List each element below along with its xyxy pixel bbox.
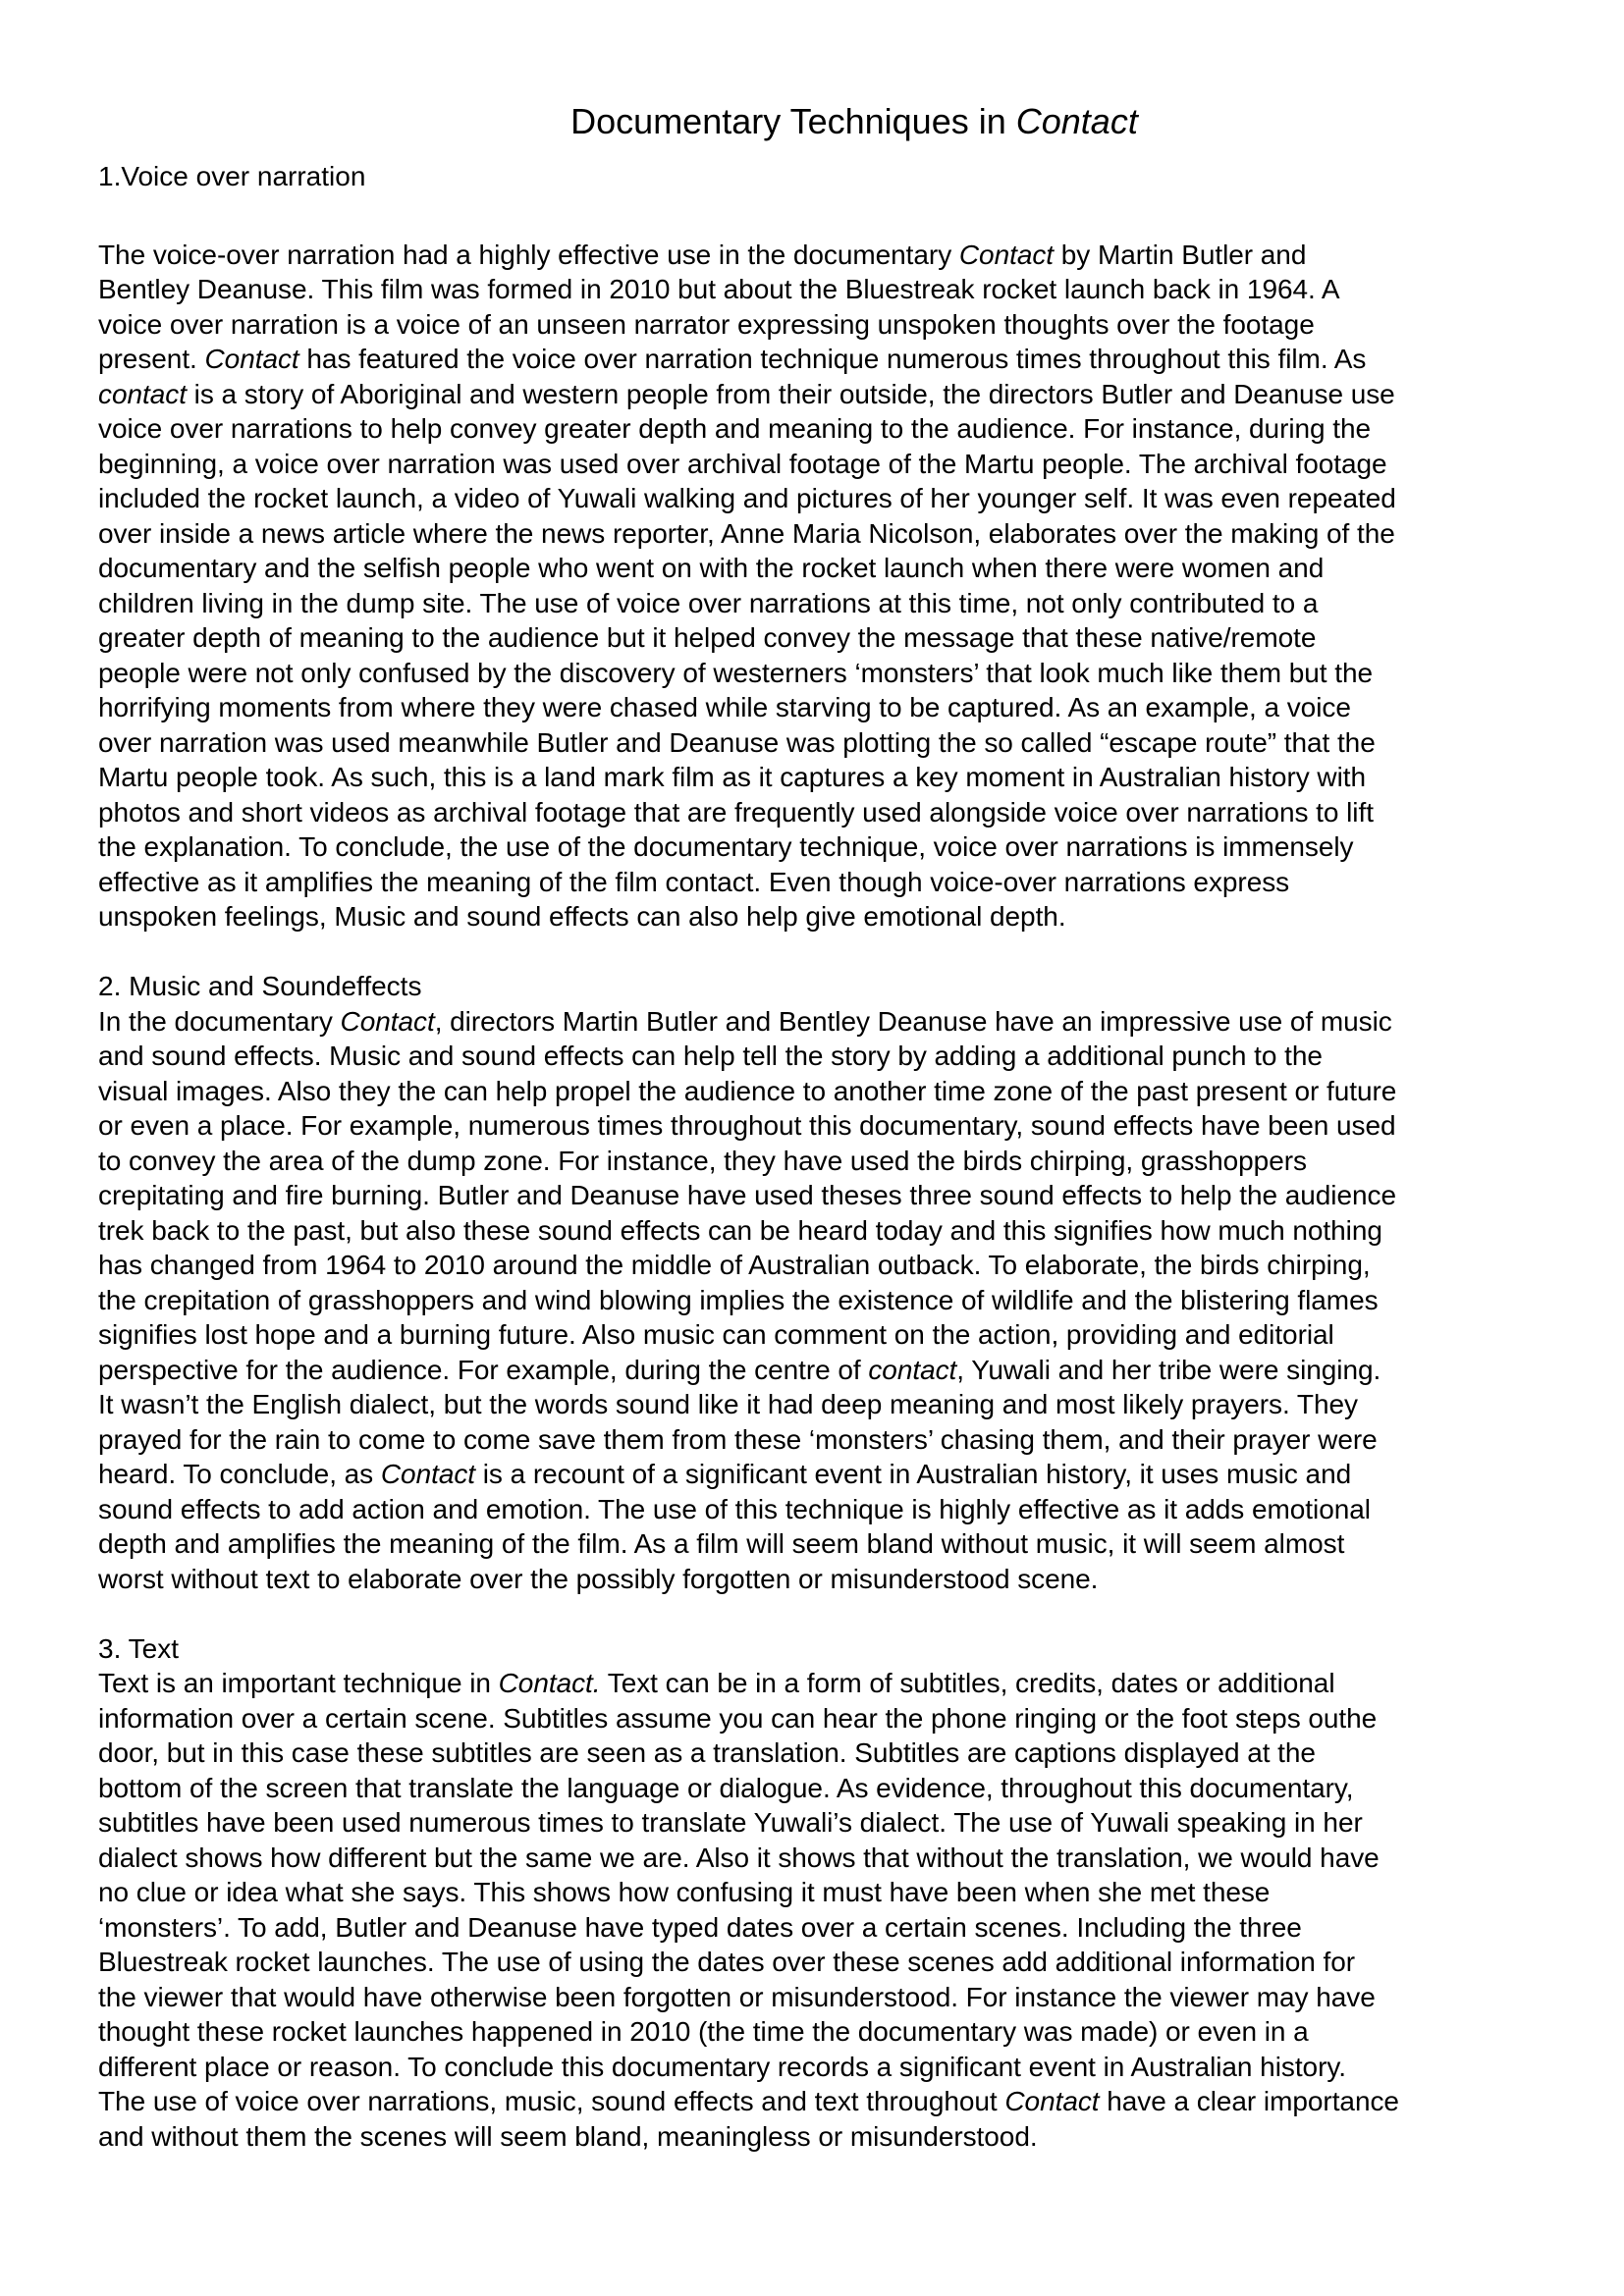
film-title-italic: contact — [868, 1354, 957, 1385]
film-title-italic: Contact — [958, 239, 1055, 270]
film-title-italic: Contact — [1004, 2086, 1100, 2116]
document-title — [98, 94, 1542, 149]
title-text: Documentary Techniques in — [570, 101, 1016, 141]
film-title-italic: Contact — [340, 1005, 435, 1037]
title-film-name: Contact — [1015, 101, 1138, 141]
film-title-italic: Contact — [380, 1459, 476, 1489]
paragraph-text: Text can be in a form of subtitles, credits, dates or additional information over a certain scene. Subtitles assume you can hear the phone ringing or the foot steps outhe door, but in this case these subtitles are seen as a translation. Subtitles are captions displayed at the bottom of the screen that translate the language or dialogue. As evidence, throughout this documentary, subtitles have been used numerous times to translate Yuwali’s dialect. The use of Yuwali speaking in her dialect shows how different but the same we are. Also it shows that without the translation, we would have no clue or idea what she says. This shows how confusing it must have been when she met these ‘monsters’. To add, Butler and Deanuse have typed dates over a certain scenes. Including the three Bluestreak rocket launches. The use of using the dates over these scenes add additional information for the viewer that would have otherwise been forgotten or misunderstood. For instance the viewer may have thought these rocket launches happened in 2010 (the time the documentary was made) or even in a different place or reason. To conclude this documentary records a significant event in Australian history. The use of voice over narrations, music, sound effects and text throughout — [98, 1668, 1380, 2116]
paragraph-text: have a clear importance and without them the scenes will seem bland, meaningless or misunderstood. — [98, 2086, 1399, 2152]
paragraph-text: is a story of Aboriginal and western people from their outside, the directors Butler and Deanuse use voice over narrations to help convey greater depth and meaning to the audience. For instance, during the beginning, a voice over narration was used over archival footage of the Martu people. The archival footage included the rocket launch, a video of Yuwali walking and pictures of her younger self. It was even repeated over inside a news article where the news reporter, Anne Maria Nicolson, elaborates over the making of the documentary and the selfish people who went on with the rocket launch when there were women and children living in the dump site. The use of voice over narrations at this time, not only contributed to a greater depth of meaning to the audience but it helped convey the message that these native/remote people were not only confused by the discovery of westerners ‘monsters’ that look much like them but the horrifying moments from where they were chased while starving to be captured. As an example, a voice over narration was used meanwhile Butler and Deanuse was plotting the so called “escape route” that the Martu people took. As such, this is a land mark film as it captures a key moment in Australian history with photos and short videos as archival footage that are frequently used alongside voice over narrations to lift the explanation. To conclude, the use of the documentary technique, voice over narrations is immensely effective as it amplifies the meaning of the film contact. Even though voice-over narrations express unspoken feelings, Music and sound effects can also help give emotional depth. — [98, 378, 1396, 932]
paragraph-text: by Martin Butler and Bentley Deanuse. This film was formed in 2010 but about the Bluestreak rocket launch back in 1964. A voice over narration is a voice of an unseen narrator expressing unspoken thoughts over the footage present. — [98, 239, 1340, 374]
paragraph-text: is a recount of a significant event in Australian history, it uses music and sound effects to add action and emotion. The use of this technique is highly effective as it adds emotional depth and amplifies the meaning of the film. As a film will seem bland without music, it will seem almost worst without text to elaborate over the possibly forgotten or misunderstood scene. — [98, 1459, 1371, 1594]
paragraph-text: , directors Martin Butler and Bentley Deanuse have an impressive use of music and sound effects. Music and sound effects can help tell the story by adding a additional punch to the visual images. Also they the can help propel the audience to another time zone of the past present or future or even a place. For example, numerous times throughout this documentary, sound effects have been used to convey the area of the dump zone. For instance, they have used the birds chirping, grasshoppers crepitating and fire burning. Butler and Deanuse have used theses three sound effects to help the audience trek back to the past, but also these sound effects can be heard today and this signifies how much nothing has changed from 1964 to 2010 around the middle of Australian outback. To elaborate, the birds chirping, the crepitation of grasshoppers and wind blowing implies the existence of wildlife and the blistering flames signifies lost hope and a burning future. Also music can comment on the action, providing and editorial perspective for the audience. For example, during the centre of — [98, 1005, 1397, 1385]
film-title-italic: Contact — [204, 344, 299, 374]
section-2-paragraph — [98, 1004, 1542, 1597]
section-1-paragraph — [98, 238, 1542, 934]
section-3-heading: 3. Text — [98, 1632, 179, 1664]
section-2-heading: 2. Music and Soundeffects — [98, 971, 422, 1001]
paragraph-text: Text is an important technique in — [98, 1668, 499, 1698]
film-title-italic: Contact. — [498, 1668, 601, 1698]
paragraph-text: has featured the voice over narration technique numerous times throughout this film. As — [306, 344, 1367, 374]
paragraph-text: The voice-over narration had a highly effective use in the documentary — [98, 239, 959, 270]
film-title-italic: contact — [98, 378, 187, 409]
paragraph-text: In the documentary — [98, 1005, 341, 1037]
document-page — [98, 94, 1542, 2154]
section-3-paragraph — [98, 1666, 1542, 2154]
section-1-heading: 1.Voice over narration — [98, 161, 366, 191]
paragraph-text: , Yuwali and her tribe were singing. It wasn’t the English dialect, but the words sound like it had deep meaning and most likely prayers. They prayed for the rain to come to come save them from these ‘monsters’ chasing them, and their prayer were heard. To conclude, as — [98, 1354, 1381, 1489]
